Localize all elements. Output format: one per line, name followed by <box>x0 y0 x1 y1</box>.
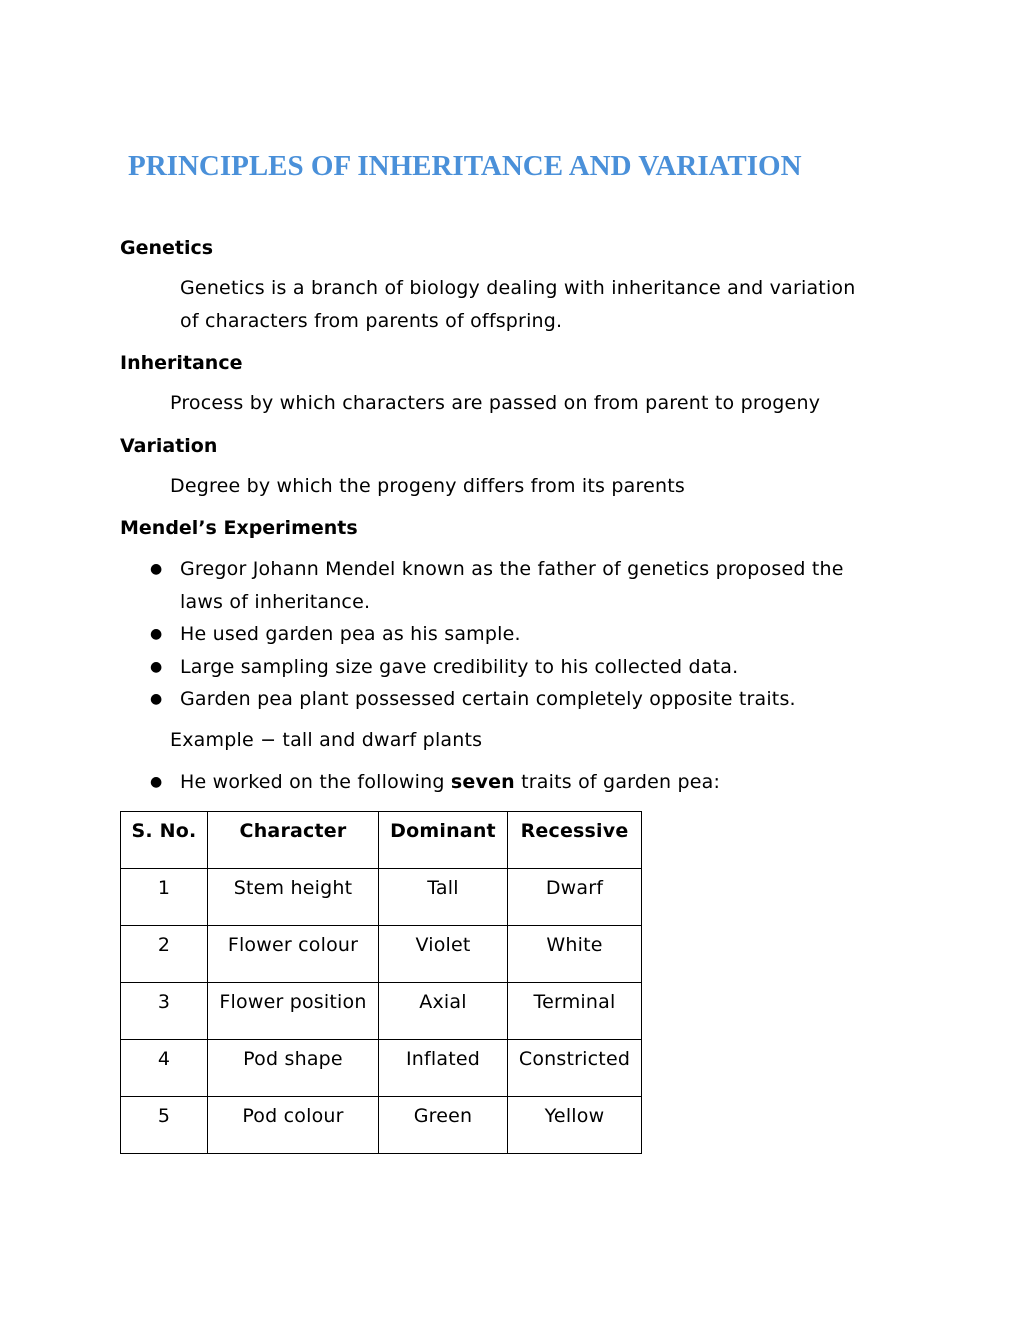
section-heading-variation: Variation <box>120 435 218 457</box>
cell-serial-number: 1 <box>121 869 208 926</box>
bullet-text: Gregor Johann Mendel known as the father of genetics proposed the <box>180 558 844 580</box>
cell-serial-number: 3 <box>121 983 208 1040</box>
traits-count-emphasis: seven <box>450 771 515 793</box>
cell-recessive: Yellow <box>508 1097 642 1154</box>
header-character: Character <box>208 812 379 869</box>
cell-character: Flower colour <box>208 926 379 983</box>
table-row <box>121 869 642 926</box>
cell-dominant: Violet <box>379 926 508 983</box>
bullet-text: Large sampling size gave credibility to his collected data. <box>180 655 739 678</box>
bullet-text-continued: laws of inheritance. <box>180 590 371 613</box>
cell-recessive: White <box>508 926 642 983</box>
traits-intro-text: He worked on the following <box>180 771 451 793</box>
list-item <box>150 683 844 716</box>
bullet-icon: ● <box>150 774 163 790</box>
example-text: Example − tall and dwarf plants <box>170 729 483 751</box>
inheritance-definition: Process by which characters are passed on from parent to progeny <box>170 392 821 414</box>
list-item <box>150 618 844 651</box>
cell-recessive: Dwarf <box>508 869 642 926</box>
cell-serial-number: 2 <box>121 926 208 983</box>
cell-character: Stem height <box>208 869 379 926</box>
list-item <box>150 651 844 684</box>
page-title: PRINCIPLES OF INHERITANCE AND VARIATION <box>128 150 802 182</box>
traits-table <box>120 811 642 1154</box>
traits-intro-suffix: traits of garden pea: <box>514 771 721 793</box>
cell-recessive: Constricted <box>508 1040 642 1097</box>
list-item <box>150 553 844 618</box>
cell-character: Pod shape <box>208 1040 379 1097</box>
cell-recessive: Terminal <box>508 983 642 1040</box>
table-row <box>121 926 642 983</box>
bullet-text: Garden pea plant possessed certain completely opposite traits. <box>180 688 796 710</box>
section-heading-inheritance: Inheritance <box>120 352 243 374</box>
table-row <box>121 1040 642 1097</box>
cell-dominant: Green <box>379 1097 508 1154</box>
cell-serial-number: 4 <box>121 1040 208 1097</box>
table-row <box>121 1097 642 1154</box>
traits-bullet-list <box>150 766 720 799</box>
header-serial-number: S. No. <box>121 812 208 869</box>
header-recessive: Recessive <box>508 812 642 869</box>
table-header-row <box>121 812 642 869</box>
variation-definition: Degree by which the progeny differs from its parents <box>170 475 685 497</box>
cell-character: Pod colour <box>208 1097 379 1154</box>
bullet-icon: ● <box>150 691 163 707</box>
bullet-icon: ● <box>150 561 163 577</box>
table-row <box>121 983 642 1040</box>
bullet-text: He used garden pea as his sample. <box>180 623 521 645</box>
genetics-definition-line-2: of characters from parents of offspring. <box>180 310 563 332</box>
header-dominant: Dominant <box>379 812 508 869</box>
cell-dominant: Axial <box>379 983 508 1040</box>
cell-dominant: Inflated <box>379 1040 508 1097</box>
section-heading-genetics: Genetics <box>120 237 214 259</box>
section-heading-mendel: Mendel’s Experiments <box>120 517 358 539</box>
cell-dominant: Tall <box>379 869 508 926</box>
bullet-icon: ● <box>150 626 163 642</box>
cell-character: Flower position <box>208 983 379 1040</box>
genetics-definition-line-1: Genetics is a branch of biology dealing with inheritance and variation <box>180 277 856 299</box>
list-item <box>150 766 720 799</box>
cell-serial-number: 5 <box>121 1097 208 1154</box>
bullet-icon: ● <box>150 658 163 675</box>
bullet-text <box>180 766 720 799</box>
mendel-bullet-list <box>150 553 844 716</box>
